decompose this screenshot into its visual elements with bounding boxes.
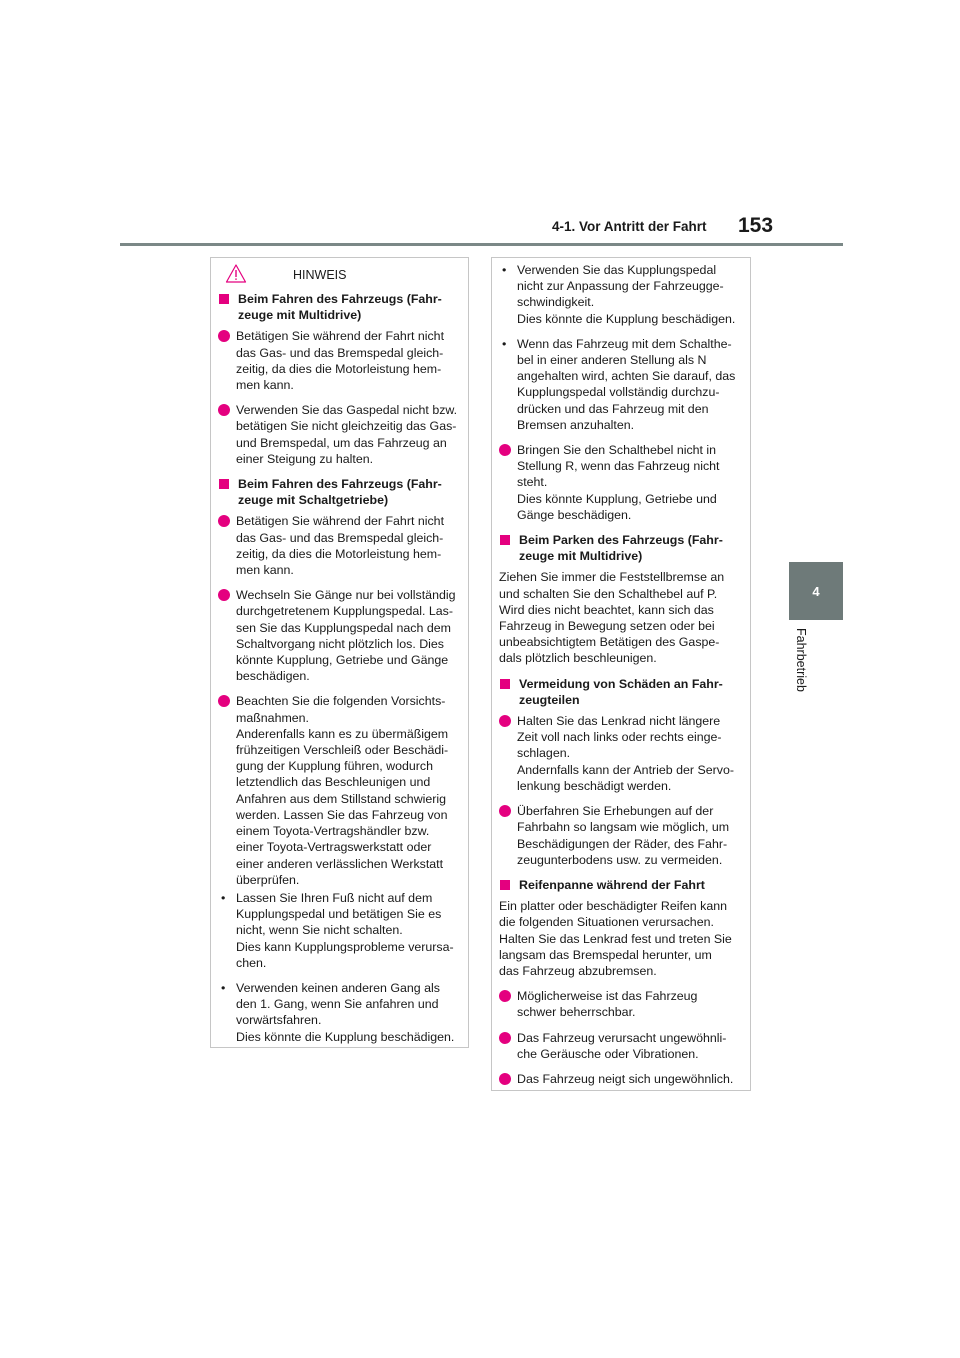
text-line: Kupplungspedal vollständig durchzu- bbox=[517, 385, 720, 400]
text-line: unbeabsichtigtem Betätigen des Gaspe- bbox=[499, 635, 720, 650]
text-line: Dies könnte Kupplung, Getriebe und bbox=[517, 491, 717, 506]
text-line: drücken und das Fahrzeug mit den bbox=[517, 401, 709, 416]
text-line: frühzeitigen Verschleiß oder Beschädi- bbox=[236, 743, 449, 758]
bullet-item bbox=[218, 402, 458, 467]
text-line: schlagen. bbox=[517, 746, 571, 761]
text-line: Fahrbahn so langsam wie möglich, um bbox=[517, 820, 730, 835]
bullet-item bbox=[218, 587, 458, 684]
chapter-label: Fahrbetrieb bbox=[794, 628, 808, 692]
text-line: Fahrzeug in Bewegung setzen oder bei bbox=[499, 619, 715, 634]
text-line: Wird dies nicht beachtet, kann sich das bbox=[499, 602, 714, 617]
text-line: Verwenden Sie das Gaspedal nicht bzw. bbox=[236, 403, 458, 418]
section-heading bbox=[218, 291, 458, 323]
section-heading bbox=[499, 676, 740, 708]
bullet-item bbox=[499, 988, 740, 1020]
text-line: das Fahrzeug abzubremsen. bbox=[499, 963, 657, 978]
text-line: Bringen Sie den Schalthebel nicht in bbox=[517, 443, 717, 458]
text-line: Andernfalls kann der Antrieb der Servo- bbox=[517, 762, 734, 777]
bullet-item bbox=[499, 803, 740, 868]
text-line: Lassen Sie Ihren Fuß nicht auf dem bbox=[236, 890, 433, 905]
sub-item bbox=[218, 890, 458, 971]
text-line: men kann. bbox=[236, 378, 294, 393]
text-line: Das Fahrzeug verursacht ungewöhnli- bbox=[517, 1030, 727, 1045]
text-line: Anderenfalls kann es zu übermäßigem bbox=[236, 726, 449, 741]
sub-item bbox=[499, 336, 740, 433]
text-line: überprüfen. bbox=[236, 872, 300, 887]
text-line: Zeit voll nach links oder rechts einge- bbox=[517, 730, 722, 745]
text-line: maßnahmen. bbox=[236, 710, 310, 725]
bullet-dot-icon bbox=[499, 990, 511, 1002]
text-line: Wechseln Sie Gänge nur bei vollständig bbox=[236, 588, 456, 603]
sub-item bbox=[218, 980, 458, 1045]
text-line: Überfahren Sie Erhebungen auf der bbox=[517, 804, 714, 819]
text-line: einer anderen verlässlichen Werkstatt bbox=[236, 856, 444, 871]
bullet-dot-icon bbox=[499, 1032, 511, 1044]
bullet-dot-icon bbox=[499, 444, 511, 456]
text-line: Ein platter oder beschädigter Reifen kann bbox=[499, 899, 727, 914]
text-line: Beim Fahren des Fahrzeugs (Fahr- bbox=[238, 292, 442, 306]
paragraph bbox=[499, 898, 740, 979]
text-line: zeuge mit Multidrive) bbox=[519, 549, 643, 564]
text-line: zeugteilen bbox=[519, 692, 580, 707]
text-line: einer Steigung zu halten. bbox=[236, 451, 374, 466]
sub-bullet-icon: • bbox=[502, 263, 507, 277]
warning-triangle-icon bbox=[225, 263, 247, 285]
bullet-dot-icon bbox=[218, 404, 230, 416]
notice-box-right bbox=[491, 257, 751, 1091]
bullet-item bbox=[499, 1071, 740, 1087]
chapter-tab[interactable]: 4 bbox=[789, 562, 843, 620]
bullet-dot-icon bbox=[499, 1073, 511, 1085]
bullet-dot-icon bbox=[218, 515, 230, 527]
text-line: langsam das Bremspedal herunter, um bbox=[499, 947, 712, 962]
text-line: könnte Kupplung, Getriebe und Gänge bbox=[236, 653, 449, 668]
text-line: einem Toyota-Vertragshändler bzw. bbox=[236, 824, 430, 839]
text-line: Dies könnte die Kupplung beschädigen. bbox=[517, 311, 736, 326]
text-line: beschädigen. bbox=[236, 669, 310, 684]
text-line: schwer beherrschbar. bbox=[517, 1005, 636, 1020]
text-line: letztendlich das Beschleunigen und bbox=[236, 775, 431, 790]
text-line: Beim Parken des Fahrzeugs (Fahr- bbox=[519, 533, 723, 548]
text-line: Verwenden Sie das Kupplungspedal bbox=[517, 263, 717, 277]
text-line: die folgenden Situationen verursachen. bbox=[499, 915, 714, 930]
text-line: und Bremspedal, um das Fahrzeug an bbox=[236, 435, 447, 450]
paragraph bbox=[499, 569, 740, 666]
notice-box-left bbox=[210, 257, 469, 1048]
header-rule bbox=[120, 243, 843, 246]
text-line: Dies kann Kupplungsprobleme verursa- bbox=[236, 939, 454, 954]
text-line: gung der Kupplung führen, wodurch bbox=[236, 759, 434, 774]
sub-bullet-icon: • bbox=[502, 336, 507, 351]
sub-item bbox=[499, 262, 740, 327]
text-line: bel in einer anderen Stellung als N bbox=[517, 353, 707, 368]
text-line: Betätigen Sie während der Fahrt nicht bbox=[236, 329, 445, 344]
text-line: das Gas- und das Bremspedal gleich- bbox=[236, 530, 444, 545]
text-line: dals plötzlich beschleunigen. bbox=[499, 651, 657, 666]
text-line: betätigen Sie nicht gleichzeitig das Gas- bbox=[236, 419, 457, 434]
text-line: werden. Lassen Sie das Fahrzeug von bbox=[236, 807, 448, 822]
heading-square-icon bbox=[500, 880, 510, 890]
text-line: nicht, wenn Sie nicht schalten. bbox=[236, 923, 403, 938]
text-line: Bremsen anzuhalten. bbox=[517, 417, 635, 432]
bullet-item bbox=[218, 328, 458, 393]
bullet-dot-icon bbox=[218, 330, 230, 342]
text-line: zeugunterbodens usw. zu vermeiden. bbox=[517, 852, 723, 867]
text-line: Stellung R, wenn das Fahrzeug nicht bbox=[517, 459, 720, 474]
text-line: steht. bbox=[517, 475, 548, 490]
sub-bullet-icon: • bbox=[221, 890, 226, 905]
text-line: chen. bbox=[236, 955, 267, 970]
section-heading bbox=[499, 877, 740, 893]
text-line: nicht zur Anpassung der Fahrzeugge- bbox=[517, 279, 724, 294]
text-line: den 1. Gang, wenn Sie anfahren und bbox=[236, 997, 439, 1012]
text-line: durchgetretenem Kupplungspedal. Las- bbox=[236, 604, 453, 619]
text-line: und schalten Sie den Schalthebel auf P. bbox=[499, 586, 718, 601]
text-line: Halten Sie das Lenkrad nicht längere bbox=[517, 714, 721, 729]
text-line: Ziehen Sie immer die Feststellbremse an bbox=[499, 570, 725, 585]
text-line: che Geräusche oder Vibrationen. bbox=[517, 1046, 699, 1061]
sub-bullet-icon: • bbox=[221, 980, 226, 995]
text-line: Beachten Sie die folgenden Vorsichts- bbox=[236, 694, 446, 709]
text-line: Reifenpanne während der Fahrt bbox=[519, 877, 705, 892]
section-heading bbox=[218, 476, 458, 508]
text-line: zeitig, da dies die Motorleistung hem- bbox=[236, 361, 442, 376]
text-line: zeuge mit Multidrive) bbox=[238, 308, 362, 323]
text-line: Dies könnte die Kupplung beschädigen. bbox=[236, 1029, 455, 1044]
text-line: Kupplungspedal und betätigen Sie es bbox=[236, 907, 442, 922]
page-number: 153 bbox=[738, 214, 774, 237]
text-line: Gänge beschädigen. bbox=[517, 507, 632, 522]
text-line: Wenn das Fahrzeug mit dem Schalthe- bbox=[517, 336, 732, 351]
notice-title: HINWEIS bbox=[293, 268, 347, 282]
text-line: einer Toyota-Vertragswerkstatt oder bbox=[236, 840, 432, 855]
text-line: Verwenden keinen anderen Gang als bbox=[236, 980, 440, 995]
text-line: schwindigkeit. bbox=[517, 295, 595, 310]
bullet-dot-icon bbox=[218, 589, 230, 601]
bullet-item bbox=[499, 713, 740, 794]
heading-square-icon bbox=[500, 679, 510, 689]
text-line: lenkung beschädigt werden. bbox=[517, 778, 672, 793]
text-line: vorwärtsfahren. bbox=[236, 1013, 322, 1028]
section-heading bbox=[499, 532, 740, 564]
text-line: angehalten wird, achten Sie darauf, das bbox=[517, 369, 736, 384]
text-line: das Gas- und das Bremspedal gleich- bbox=[236, 345, 444, 360]
section-title: 4-1. Vor Antritt der Fahrt bbox=[552, 219, 707, 234]
heading-square-icon bbox=[219, 294, 229, 304]
notice-header bbox=[211, 263, 468, 287]
text-line: zeuge mit Schaltgetriebe) bbox=[238, 493, 389, 508]
text-line: men kann. bbox=[236, 563, 294, 578]
text-line: Halten Sie das Lenkrad fest und treten Sie bbox=[499, 931, 732, 946]
text-line: Betätigen Sie während der Fahrt nicht bbox=[236, 514, 445, 529]
text-line: Beschädigungen der Räder, des Fahr- bbox=[517, 836, 728, 851]
text-line: Beim Fahren des Fahrzeugs (Fahr- bbox=[238, 477, 442, 492]
text-line: Möglicherweise ist das Fahrzeug bbox=[517, 989, 698, 1004]
heading-square-icon bbox=[219, 479, 229, 489]
text-line: Vermeidung von Schäden an Fahr- bbox=[519, 676, 723, 691]
bullet-dot-icon bbox=[218, 695, 230, 707]
text-line: Schaltvorgang nicht plötzlich los. Dies bbox=[236, 636, 444, 651]
text-line: sen Sie das Kupplungspedal nach dem bbox=[236, 620, 451, 635]
bullet-item bbox=[218, 693, 458, 887]
bullet-dot-icon bbox=[499, 805, 511, 817]
bullet-item bbox=[218, 513, 458, 578]
text-line: Das Fahrzeug neigt sich ungewöhnlich. bbox=[517, 1071, 734, 1086]
bullet-item bbox=[499, 442, 740, 523]
bullet-dot-icon bbox=[499, 715, 511, 727]
text-line: zeitig, da dies die Motorleistung hem- bbox=[236, 546, 442, 561]
bullet-item bbox=[499, 1030, 740, 1062]
heading-square-icon bbox=[500, 535, 510, 545]
text-line: Anfahren aus dem Stillstand schwierig bbox=[236, 791, 447, 806]
